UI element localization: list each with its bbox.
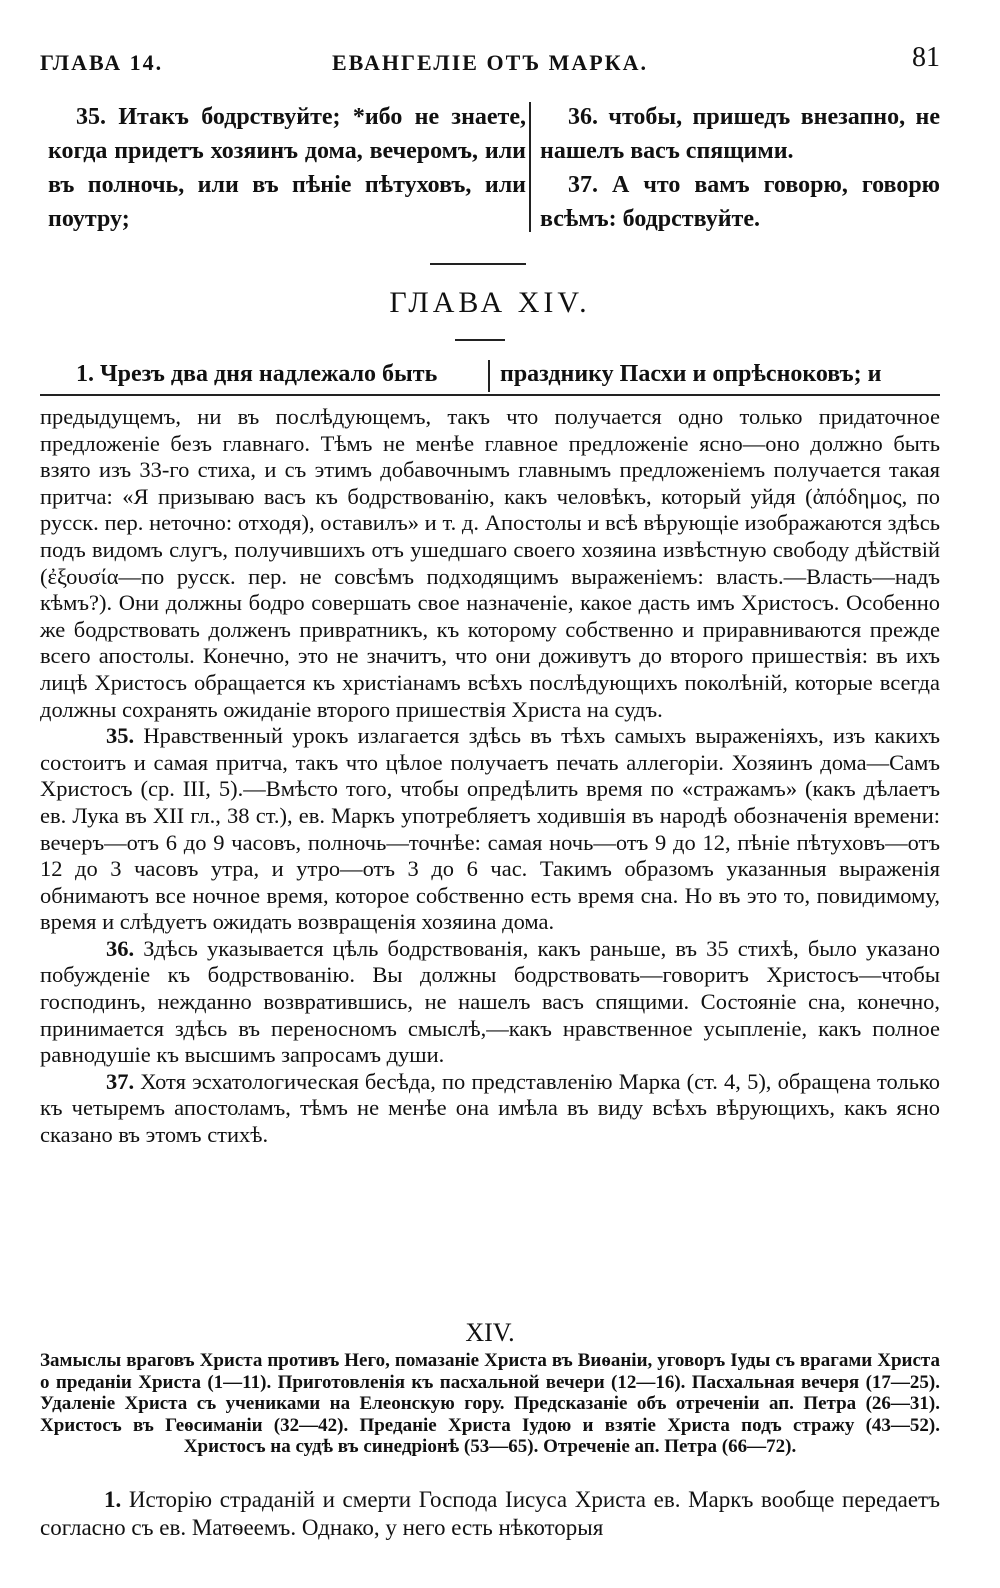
verse-column-left [48,100,526,236]
section-summary: Замыслы враговъ Христа противъ Него, помазаніе Христа въ Виѳаніи, уговоръ Іуды съ врагами Христа о преданіи Христа (1—11). Приготовленія къ пасхальной вечери (12—16). Пасхальная вечеря (17—25). Удаленіе Христа съ учениками на Елеонскую гору. Предсказаніе объ отреченіи ап. Петра (26—31). Христосъ въ Геѳсиманіи (32—42). Преданіе Христа Іудою и взятіе Христа подъ стражу (43—52). Христосъ на судѣ въ синедріонѣ (53—65). Отреченіе ап. Петра (66—72). [40,1350,940,1458]
running-head [40,40,940,76]
column-divider [488,360,490,392]
commentary-text: Здѣсь указывается цѣль бодрствованія, какъ раньше, въ 35 стихѣ, было указано побужденіе къ бодрствованію. Вы должны бодрствовать—говоритъ Христосъ—чтобы господинъ, нежданно возвратившись, не нашелъ васъ спящими. Состояніе сна, конечно, принимается здѣсь въ переносномъ смыслѣ,—какъ нравственное усыпленіе, какъ полное равнодушіе къ высшимъ запросамъ души. [40,935,941,1068]
commentary-paragraph: предыдущемъ, ни въ послѣдующемъ, такъ что получается одно только придаточное предложеніе безъ главнаго. Тѣмъ не менѣе главное предложеніе ясно—оно должно быть взято изъ 33-го стиха, и съ этимъ добавочнымъ главнымъ предложеніемъ получается такая притча: «Я призываю васъ къ бодрствованію, какъ человѣкъ, который уйдя (ἀπόδημος, по русск. пер. неточно: отходя), оставилъ» и т. д. Апостолы и всѣ вѣрующіе изображаются здѣсь подъ видомъ слугъ, получившихъ отъ ушедшаго своего хозяина извѣстную свободу дѣйствій (ἐξουσία—по русск. пер. не совсѣмъ подходящимъ выраженіемъ: власть.—Власть—надъ кѣмъ?). Они должны бодро совершать свое назначеніе, какое дасть имъ Христосъ. Особенно же бодрствовать долженъ привратникъ, къ которому собственно и приравниваются прежде всего апостолы. Конечно, это не значитъ, что они доживутъ до второго пришествія: въ ихъ лицѣ Христосъ обращается къ христіанамъ всѣхъ послѣдующихъ поколѣній, которые всегда должны сохранять ожиданіе второго пришествія Христа на судъ. [40,404,940,722]
first-verse-right: празднику Пасхи и опрѣсноковъ; и [500,361,882,387]
chapter-label: ГЛАВА 14. [40,50,164,75]
book-title: ЕВАНГЕЛІЕ ОТЪ МАРКА. [331,50,649,75]
verse-number: 36. [568,104,598,130]
chapter-first-verse [40,356,940,396]
verse-column-right [540,100,940,236]
commentary-paragraph-36 [40,936,940,1069]
verse-number: 35. [106,723,135,749]
chapter-heading: ГЛАВА XIV. [389,286,591,319]
page-number: 81 [912,42,940,73]
verse-underline [40,394,940,396]
heading-rule [455,339,505,341]
commentary-text: Нравственный урокъ излагается здѣсь въ тѣхъ самыхъ выраженіяхъ, изъ какихъ состоитъ и самая притча, такъ что цѣлое получаетъ печать аллегоріи. Хозяинъ дома—Самъ Христосъ (ср. III, 5).—Вмѣсто того, чтобы опредѣлить время по «стражамъ» (какъ дѣлаетъ ев. Лука въ XII гл., 38 ст.), ев. Маркъ употребляетъ ходившія въ народѣ обозначенія времени: вечеръ—отъ 6 до 9 часовъ, полночь—точнѣе: самая ночь—отъ 9 до 12, пѣніе пѣтуховъ—отъ 12 до 3 часовъ утра, и утро—отъ 3 до 6 час. Такимъ образомъ указанныя выраженія обнимаютъ все ночное время, которое собственно есть время сна. Но въ это то, повидимому, время и слѣдуетъ ожидать возвращенія хозяина дома. [40,723,940,935]
commentary-block [40,404,940,1149]
verse-number: 37. [106,1068,135,1094]
verse-columns [40,100,940,236]
verse-35 [48,100,526,236]
section-rule [430,263,526,265]
verse-number: 35. [76,104,106,130]
verse-number: 37. [568,172,598,198]
verse-text: чтобы, пришедъ внезапно, не нашелъ васъ спящими. [540,104,940,164]
column-divider [529,102,531,232]
verse-number: 36. [106,935,135,961]
first-verse-left: 1. Чрезъ два дня надлежало быть [76,361,438,387]
commentary-paragraph-37 [40,1069,940,1149]
final-commentary [40,1486,940,1542]
commentary-paragraph-1 [40,1486,940,1542]
commentary-text: Исторію страданій и смерти Господа Іисуса Христа ев. Маркъ вообще передаетъ согласно съ ев. Матѳеемъ. Однако, у него есть нѣкоторыя [40,1487,940,1540]
commentary-text: Хотя эсхатологическая бесѣда, по представленію Марка (ст. 4, 5), обращена только къ четыремъ апостоламъ, тѣмъ не менѣе она имѣла въ виду всѣхъ вѣрующихъ, какъ ясно сказано въ этомъ стихѣ. [40,1068,940,1148]
verse-number: 1. [104,1487,122,1512]
verse-text: А что вамъ говорю, говорю всѣмъ: бодрствуйте. [540,172,941,232]
section-title: XIV. [465,1318,515,1347]
verse-text: Итакъ бодрствуйте; *ибо не знаете, когда придетъ хозяинъ дома, вечеромъ, или въ полночь, или въ пѣніе пѣтуховъ, или поутру; [48,104,527,232]
commentary-paragraph-35 [40,723,940,936]
verse-37 [540,168,940,236]
verse-36 [540,100,940,168]
